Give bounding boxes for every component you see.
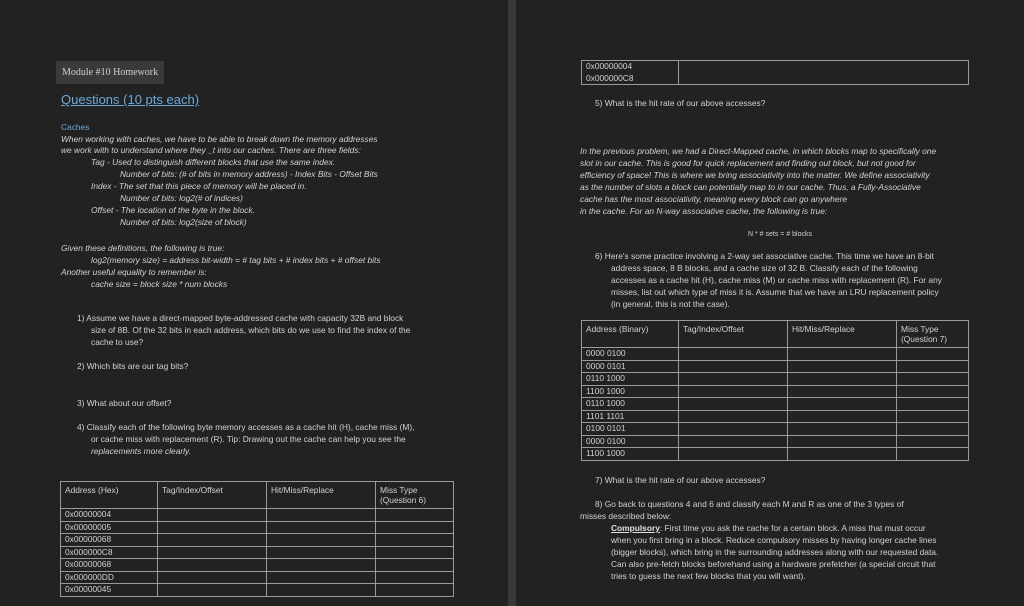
answer-cell[interactable]	[788, 448, 897, 461]
answer-cell[interactable]	[897, 373, 969, 386]
table-header: Hit/Miss/Replace	[267, 482, 376, 509]
answer-cell[interactable]	[267, 521, 376, 534]
table-cell-address: 1100 1000	[582, 385, 679, 398]
table-header-miss-type	[376, 482, 454, 509]
page-heading: Questions (10 pts each)	[61, 92, 200, 107]
answer-cell[interactable]	[788, 398, 897, 411]
answer-cell[interactable]	[376, 509, 454, 522]
answer-cell[interactable]	[267, 534, 376, 547]
question-1-line-3: cache to use?	[91, 337, 144, 347]
answer-cell[interactable]	[158, 571, 267, 584]
answer-cell[interactable]	[679, 435, 788, 448]
answer-cell[interactable]	[376, 584, 454, 597]
page-2	[516, 0, 1024, 606]
table-header: Tag/Index/Offset	[158, 482, 267, 509]
answer-cell[interactable]	[897, 410, 969, 423]
compulsory-line-5: tries to guess the next few blocks that you will want).	[611, 571, 806, 581]
answer-cell[interactable]	[267, 571, 376, 584]
table-cell-address: 0x00000004	[582, 61, 679, 73]
answer-cell[interactable]	[897, 423, 969, 436]
compulsory-line-4: Can also pre-fetch blocks beforehand using a hardware prefetcher (a special circuit that	[611, 559, 936, 569]
module-tag: Module #10 Homework	[56, 61, 164, 84]
intro-line-1: When working with caches, we have to be able to break down the memory addresses	[61, 134, 378, 144]
table-cell-address: 1101 1101	[582, 410, 679, 423]
answer-cell[interactable]	[158, 584, 267, 597]
answer-cell[interactable]	[376, 521, 454, 534]
answer-cell[interactable]	[679, 348, 788, 361]
answer-cell[interactable]	[679, 73, 969, 85]
question-3: 3) What about our offset?	[77, 398, 172, 408]
table-header: Address (Binary)	[582, 321, 679, 348]
answer-cell[interactable]	[679, 61, 969, 73]
answer-cell[interactable]	[679, 373, 788, 386]
table-header: Tag/Index/Offset	[679, 321, 788, 348]
answer-cell[interactable]	[679, 448, 788, 461]
table-cell-address: 0000 0100	[582, 435, 679, 448]
answer-cell[interactable]	[897, 360, 969, 373]
answer-cell[interactable]	[376, 534, 454, 547]
question-6-line-5: (in general, this is not the case).	[611, 299, 730, 309]
question-4-line-2: or cache miss with replacement (R). Tip: Drawing out the cache can help you see the	[91, 434, 406, 444]
question-4-line-1: 4) Classify each of the following byte memory accesses as a cache hit (H), cache miss (M),	[77, 422, 415, 432]
field-tag-bits: Number of bits: (# of bits in memory address) - Index Bits - Offset Bits	[120, 169, 378, 179]
compulsory-text: : First time you ask the cache for a certain block. A miss that must occur	[659, 523, 926, 533]
answer-cell[interactable]	[897, 435, 969, 448]
question-8-line-1: 8) Go back to questions 4 and 6 and classify each M and R as one of the 3 types of	[595, 499, 904, 509]
definitions-line-1: Given these definitions, the following is true:	[61, 243, 225, 253]
assoc-para-line-2: slot in our cache. This is good for quick replacement and finding out block, but not good for	[580, 158, 916, 168]
answer-cell[interactable]	[788, 348, 897, 361]
table-header: Hit/Miss/Replace	[788, 321, 897, 348]
compulsory-label: Compulsory	[611, 523, 660, 533]
header-label: Miss Type	[901, 324, 939, 334]
assoc-para-line-5: cache has the most associativity, meaning every block can go anywhere	[580, 194, 848, 204]
answer-cell[interactable]	[679, 360, 788, 373]
compulsory-line-3: (bigger blocks), which bring in the surrounding addresses along with our requested data.	[611, 547, 939, 557]
intro-line-2: we work with to understand where they _t into our caches. There are three fields:	[61, 145, 361, 155]
answer-cell[interactable]	[267, 559, 376, 572]
question-2: 2) Which bits are our tag bits?	[77, 361, 189, 371]
answer-cell[interactable]	[788, 435, 897, 448]
page-gutter	[508, 0, 516, 606]
field-offset-bits: Number of bits: log2(size of block)	[120, 217, 247, 227]
assoc-para-line-6: in the cache. For an N-way associative cache, the following is true:	[580, 206, 828, 216]
access-table-direct-mapped	[60, 481, 454, 597]
table-cell-address: 0000 0100	[582, 348, 679, 361]
table-cell-address: 0100 0101	[582, 423, 679, 436]
continued-table-rows	[581, 60, 969, 85]
table-cell-address: 0x00000005	[61, 521, 158, 534]
question-1-line-2: size of 8B. Of the 32 bits in each address, which bits do we use to find the index of the	[91, 325, 411, 335]
header-sub: (Question 7)	[901, 334, 948, 344]
answer-cell[interactable]	[158, 546, 267, 559]
answer-cell[interactable]	[158, 509, 267, 522]
page-1	[0, 0, 508, 606]
answer-cell[interactable]	[158, 521, 267, 534]
answer-cell[interactable]	[788, 360, 897, 373]
answer-cell[interactable]	[679, 410, 788, 423]
table-cell-address: 0000 0101	[582, 360, 679, 373]
answer-cell[interactable]	[679, 398, 788, 411]
compulsory-line-2: when you first bring in a block. Reduce compulsory misses by having longer cache lines	[611, 535, 937, 545]
table-cell-address: 0x00000068	[61, 559, 158, 572]
answer-cell[interactable]	[158, 534, 267, 547]
assoc-para-line-4: as the number of slots a block can potentially map to in our cache. Thus, a Fully-Associative	[580, 182, 921, 192]
header-sub: (Question 6)	[380, 495, 427, 505]
answer-cell[interactable]	[376, 546, 454, 559]
answer-cell[interactable]	[267, 584, 376, 597]
table-cell-address: 1100 1000	[582, 448, 679, 461]
table-cell-address: 0x00000045	[61, 584, 158, 597]
answer-cell[interactable]	[788, 423, 897, 436]
question-6-line-1: 6) Here's some practice involving a 2-way set associative cache. This time we have an 8-bit	[595, 251, 934, 261]
answer-cell[interactable]	[788, 385, 897, 398]
definitions-line-3: Another useful equality to remember is:	[61, 267, 207, 277]
answer-cell[interactable]	[679, 423, 788, 436]
field-offset: Offset - The location of the byte in the block.	[91, 205, 255, 215]
question-6-line-2: address space, 8 B blocks, and a cache size of 32 B. Classify each of the following	[611, 263, 918, 273]
table-cell-address: 0x00000004	[61, 509, 158, 522]
header-label: Miss Type	[380, 485, 418, 495]
question-7: 7) What is the hit rate of our above accesses?	[595, 475, 766, 485]
question-6-line-4: misses, list out which type of miss it is. Assume that we have an LRU replacement policy	[611, 287, 939, 297]
question-1-line-1: 1) Assume we have a direct-mapped byte-addressed cache with capacity 32B and block	[77, 313, 404, 323]
section-title: Caches	[61, 122, 90, 132]
table-cell-address: 0x000000C8	[61, 546, 158, 559]
table-header-miss-type	[897, 321, 969, 348]
answer-cell[interactable]	[897, 348, 969, 361]
field-index-bits: Number of bits: log2(# of indices)	[120, 193, 243, 203]
assoc-para-line-1: In the previous problem, we had a Direct-Mapped cache, in which blocks map to specifically one	[580, 146, 937, 156]
answer-cell[interactable]	[376, 571, 454, 584]
field-tag: Tag - Used to distinguish different blocks that use the same index.	[91, 157, 336, 167]
field-index: Index - The set that this piece of memory will be placed in.	[91, 181, 307, 191]
answer-cell[interactable]	[679, 385, 788, 398]
answer-cell[interactable]	[897, 385, 969, 398]
definitions-line-4: cache size = block size * num blocks	[91, 279, 228, 289]
answer-cell[interactable]	[897, 398, 969, 411]
answer-cell[interactable]	[788, 410, 897, 423]
table-header: Address (Hex)	[61, 482, 158, 509]
formula: N * # sets = # blocks	[748, 231, 813, 238]
table-cell-address: 0110 1000	[582, 373, 679, 386]
table-cell-address: 0x00000068	[61, 534, 158, 547]
question-4-line-3: replacements more clearly.	[91, 446, 191, 456]
table-cell-address: 0x000000C8	[582, 73, 679, 85]
compulsory-line-1	[611, 523, 926, 534]
question-6-line-3: accesses as a cache hit (H), cache miss (M) or cache miss with replacement (R). For any	[611, 275, 942, 285]
answer-cell[interactable]	[267, 546, 376, 559]
table-cell-address: 0110 1000	[582, 398, 679, 411]
table-cell-address: 0x000000DD	[61, 571, 158, 584]
access-table-2-way	[581, 320, 969, 461]
question-5: 5) What is the hit rate of our above accesses?	[595, 98, 766, 108]
answer-cell[interactable]	[158, 559, 267, 572]
answer-cell[interactable]	[376, 559, 454, 572]
assoc-para-line-3: efficiency of space! This is where we bring associativity into the matter. We define associativity	[580, 170, 930, 180]
question-8-line-2: misses described below:	[580, 511, 672, 521]
answer-cell[interactable]	[897, 448, 969, 461]
answer-cell[interactable]	[267, 509, 376, 522]
answer-cell[interactable]	[788, 373, 897, 386]
definitions-line-2: log2(memory size) = address bit-width = # tag bits + # index bits + # offset bits	[91, 255, 381, 265]
